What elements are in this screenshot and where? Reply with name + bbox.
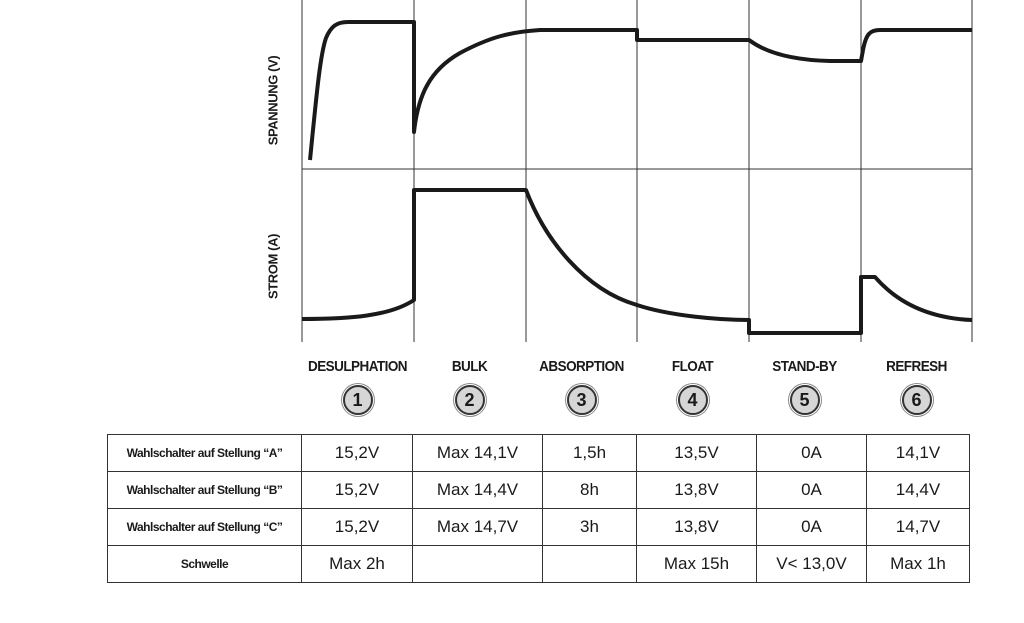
row-label: Wahlschalter auf Stellung “C” — [108, 509, 302, 546]
stage-name: BULK — [451, 358, 488, 375]
voltage-axis-label: SPANNUNG (V) — [265, 55, 281, 146]
table-cell: 0A — [757, 435, 867, 472]
settings-table — [107, 434, 970, 583]
table-cell: Max 14,1V — [413, 435, 543, 472]
voltage-curve — [310, 22, 972, 160]
table-cell: 13,8V — [637, 509, 757, 546]
stage-header-absorption — [526, 358, 637, 415]
table-cell: Max 1h — [867, 546, 970, 583]
stage-name: REFRESH — [886, 358, 947, 375]
stage-number-badge: 1 — [343, 385, 373, 415]
stage-number-badge: 3 — [567, 385, 597, 415]
stage-number-badge: 6 — [902, 385, 932, 415]
table-cell: 15,2V — [302, 472, 413, 509]
stage-name: ABSORPTION — [539, 358, 624, 375]
stage-header-desulphation — [302, 358, 413, 415]
row-label: Schwelle — [108, 546, 302, 583]
table-cell: 14,1V — [867, 435, 970, 472]
table-row — [108, 435, 970, 472]
table-row — [108, 546, 970, 583]
table-row — [108, 509, 970, 546]
table-cell: Max 14,4V — [413, 472, 543, 509]
table-cell: 0A — [757, 509, 867, 546]
row-label: Wahlschalter auf Stellung “A” — [108, 435, 302, 472]
row-label: Wahlschalter auf Stellung “B” — [108, 472, 302, 509]
table-cell: 1,5h — [543, 435, 637, 472]
table-cell: 15,2V — [302, 509, 413, 546]
table-cell: 13,8V — [637, 472, 757, 509]
table-cell — [543, 546, 637, 583]
stage-name: DESULPHATION — [307, 358, 408, 375]
current-axis-label: STROM (A) — [265, 234, 281, 299]
table-cell: 15,2V — [302, 435, 413, 472]
stage-name: STAND-BY — [772, 358, 837, 375]
table-cell: Max 14,7V — [413, 509, 543, 546]
table-cell: V< 13,0V — [757, 546, 867, 583]
table-cell: 0A — [757, 472, 867, 509]
stage-number-badge: 4 — [678, 385, 708, 415]
table-cell — [413, 546, 543, 583]
stage-header-float — [637, 358, 748, 415]
table-row — [108, 472, 970, 509]
stage-number-badge: 2 — [455, 385, 485, 415]
table-cell: 8h — [543, 472, 637, 509]
table-cell: Max 15h — [637, 546, 757, 583]
table-cell: 3h — [543, 509, 637, 546]
table-cell: 13,5V — [637, 435, 757, 472]
table-cell: 14,7V — [867, 509, 970, 546]
table-cell: Max 2h — [302, 546, 413, 583]
stage-header-refresh — [861, 358, 972, 415]
table-cell: 14,4V — [867, 472, 970, 509]
stage-name: FLOAT — [671, 358, 714, 375]
stage-number-badge: 5 — [790, 385, 820, 415]
stage-header-bulk — [414, 358, 525, 415]
stage-header-standby — [749, 358, 860, 415]
